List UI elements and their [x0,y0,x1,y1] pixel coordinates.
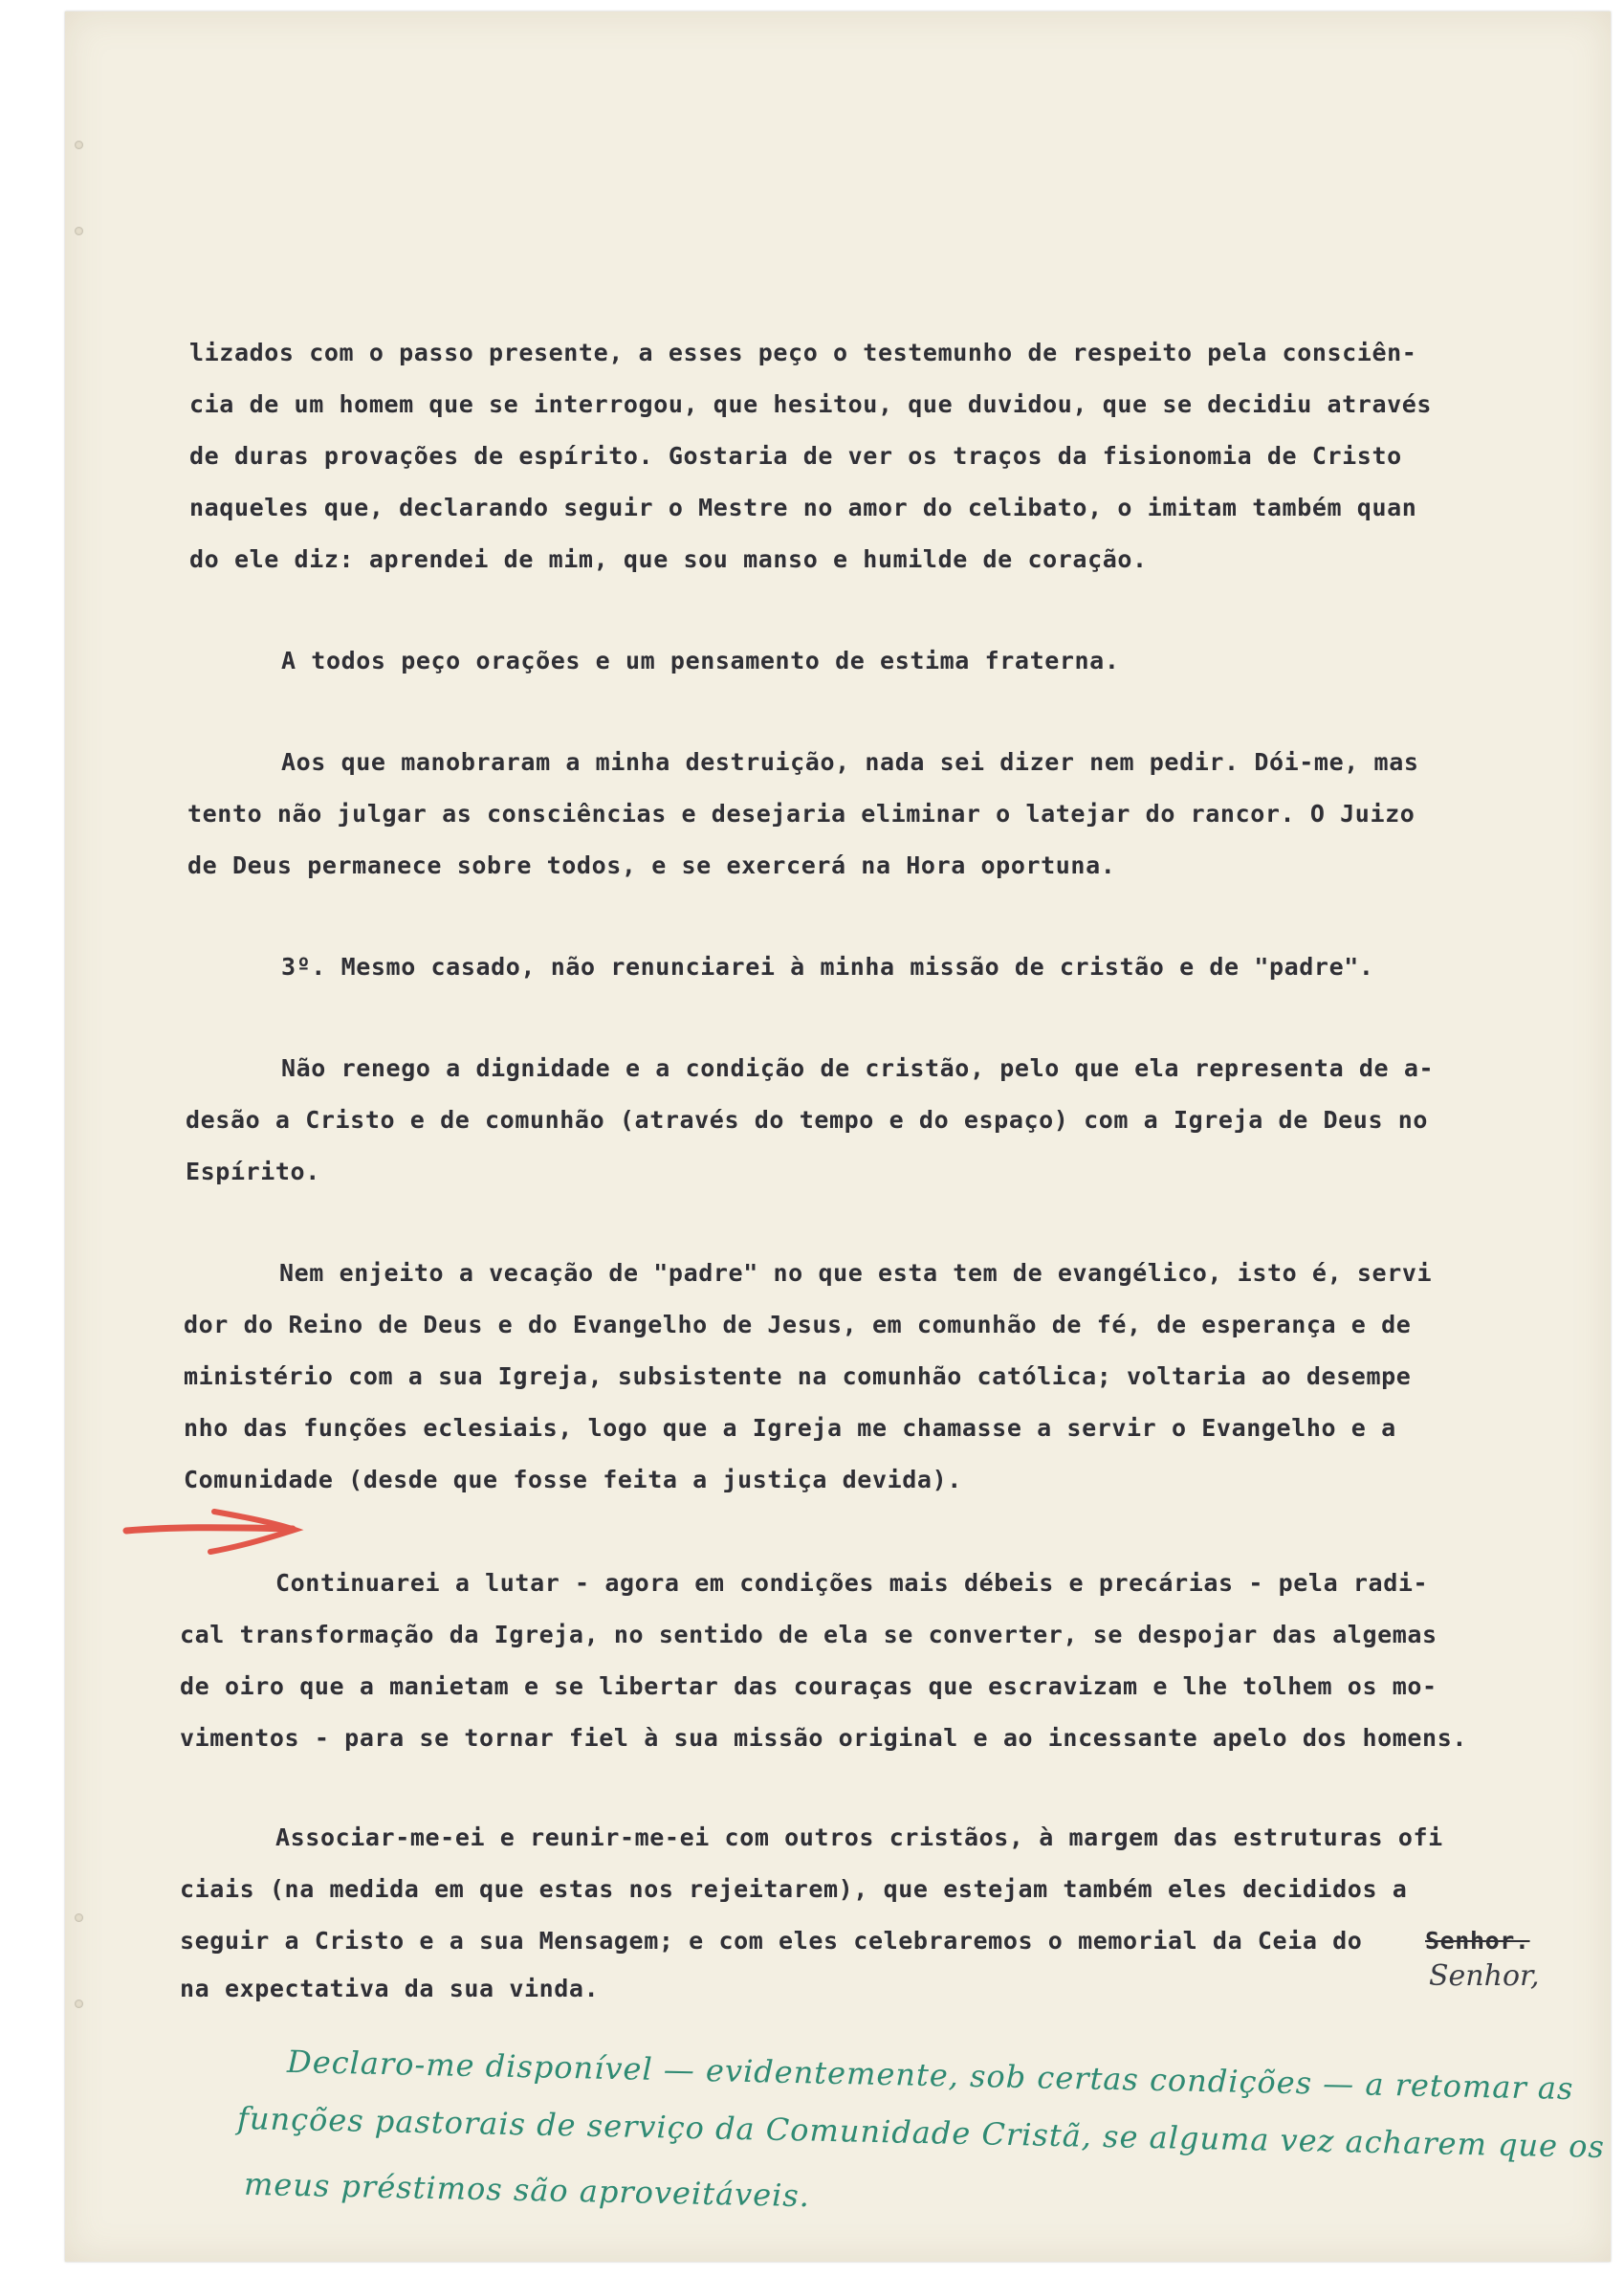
struck-word: Senhor. [1425,1927,1530,1955]
text-line: Nem enjeito a vecação de "padre" no que esta tem de evangélico, isto é, servi [279,1259,1433,1287]
text-line: de duras provações de espírito. Gostaria de ver os traços da fisionomia de Cristo [189,442,1402,470]
text-line: Continuarei a lutar - agora em condições mais débeis e precárias - pela radi- [275,1569,1429,1597]
text-line: naqueles que, declarando seguir o Mestre no amor do celibato, o imitam também quan [189,494,1417,521]
handwritten-note-line: Declaro-me disponível — evidentemente, sob certas condições — a retomar as [286,2043,1574,2108]
text-line: Não renego a dignidade e a condição de cristão, pelo que ela representa de a- [281,1054,1435,1082]
text-line: cia de um homem que se interrogou, que hesitou, que duvidou, que se decidiu através [189,390,1433,418]
text-line: 3º. Mesmo casado, não renunciarei à minha missão de cristão e de "padre". [281,953,1374,981]
text-line: Associar-me-ei e reunir-me-ei com outros cristãos, à margem das estruturas ofi [275,1823,1443,1851]
text-line: na expectativa da sua vinda. [180,1975,600,2002]
text-line: cal transformação da Igreja, no sentido de ela se converter, se despojar das algemas [180,1621,1437,1648]
text-line: Espírito. [186,1158,320,1185]
punch-hole [75,227,83,235]
handwritten-note-line: funções pastorais de serviço da Comunidade Cristã, se alguma vez acharem que os [236,2100,1606,2165]
text-line: lizados com o passo presente, a esses peço o testemunho de respeito pela consciên- [189,339,1417,366]
text-line: vimentos - para se tornar fiel à sua missão original e ao incessante apelo dos homens. [180,1724,1468,1752]
handwritten-insertion: Senhor, [1429,1959,1540,1993]
handwritten-note-line: meus préstimos são aproveitáveis. [243,2165,811,2215]
text-line: ciais (na medida em que estas nos rejeitarem), que estejam também eles decididos a [180,1875,1408,1903]
text-line: Aos que manobraram a minha destruição, nada sei dizer nem pedir. Dói-me, mas [281,748,1419,776]
text-line: tento não julgar as consciências e desejaria eliminar o latejar do rancor. O Juizo [187,800,1416,828]
text-line: desão a Cristo e de comunhão (através do tempo e do espaço) com a Igreja de Deus no [186,1106,1429,1134]
text-line: do ele diz: aprendei de mim, que sou manso e humilde de coração. [189,545,1148,573]
text-line: de oiro que a manietam e se libertar das couraças que escravizam e lhe tolhem os mo- [180,1672,1437,1700]
text-line: nho das funções eclesiais, logo que a Igreja me chamasse a servir o Evangelho e a [184,1414,1396,1442]
text-line: seguir a Cristo e a sua Mensagem; e com eles celebraremos o memorial da Ceia do [180,1927,1363,1955]
text-line: ministério com a sua Igreja, subsistente na comunhão católica; voltaria ao desempe [184,1362,1412,1390]
text-line: Comunidade (desde que fosse feita a justiça devida). [184,1466,962,1493]
punch-hole [75,2000,83,2008]
punch-hole [75,1913,83,1922]
punch-hole [75,141,83,149]
text-line: de Deus permanece sobre todos, e se exercerá na Hora oportuna. [187,851,1116,879]
text-line: A todos peço orações e um pensamento de estima fraterna. [281,647,1120,674]
red-arrow-icon [122,1504,304,1558]
text-line: dor do Reino de Deus e do Evangelho de Jesus, em comunhão de fé, de esperança e de [184,1311,1412,1338]
